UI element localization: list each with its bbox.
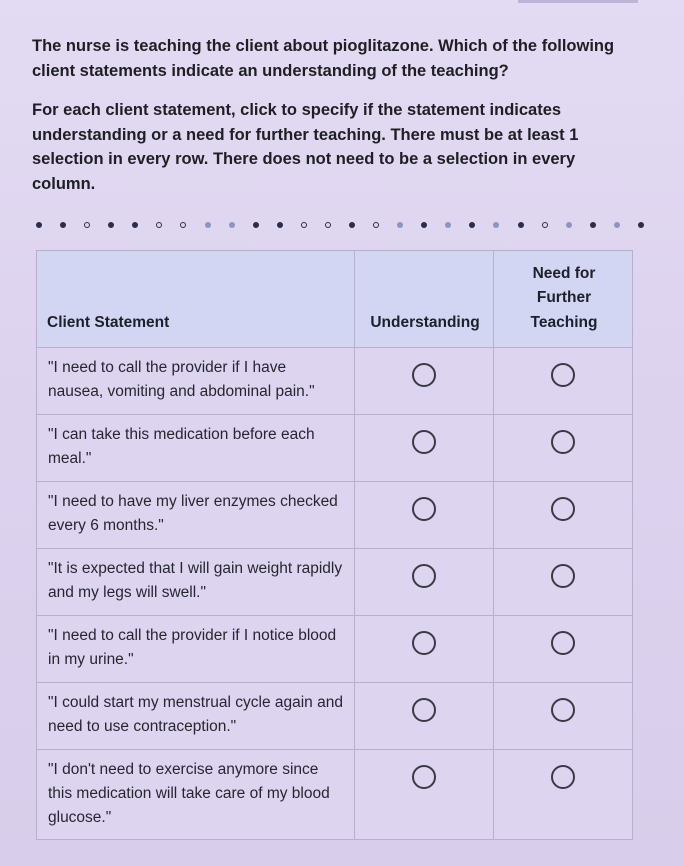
decorative-dot xyxy=(277,222,283,228)
statement-text: "I don't need to exercise anymore since this medication will take care of my blood glucose." xyxy=(48,761,330,826)
decorative-dot xyxy=(180,222,186,228)
understanding-radio[interactable] xyxy=(412,765,436,789)
further-teaching-cell xyxy=(494,348,633,415)
decorative-dot xyxy=(373,222,379,228)
further-teaching-cell xyxy=(494,482,633,549)
header-label: Client Statement xyxy=(47,313,170,331)
decorative-dot xyxy=(614,222,620,228)
statement-cell xyxy=(37,482,355,549)
statement-text: "I need to call the provider if I notice blood in my urine." xyxy=(48,627,337,668)
understanding-radio[interactable] xyxy=(412,497,436,521)
statement-text: "I can take this medication before each meal." xyxy=(48,426,315,467)
statement-cell xyxy=(37,750,355,840)
decorative-dot xyxy=(445,222,451,228)
table-row xyxy=(37,683,633,750)
further-teaching-radio[interactable] xyxy=(551,564,575,588)
statement-cell xyxy=(37,549,355,616)
response-matrix xyxy=(36,250,633,840)
understanding-cell xyxy=(355,482,494,549)
header-label: Need for Further Teaching xyxy=(530,264,598,331)
decorative-dot xyxy=(229,222,235,228)
decorative-dot xyxy=(638,222,644,228)
understanding-cell xyxy=(355,683,494,750)
decorative-dot xyxy=(397,222,403,228)
further-teaching-radio[interactable] xyxy=(551,765,575,789)
further-teaching-cell xyxy=(494,415,633,482)
decorative-dot xyxy=(349,222,355,228)
understanding-cell xyxy=(355,415,494,482)
further-teaching-cell xyxy=(494,616,633,683)
understanding-radio[interactable] xyxy=(412,363,436,387)
header-understanding xyxy=(355,251,494,348)
further-teaching-radio[interactable] xyxy=(551,497,575,521)
understanding-radio[interactable] xyxy=(412,564,436,588)
statement-cell xyxy=(37,616,355,683)
decorative-dot xyxy=(542,222,548,228)
decorative-dot xyxy=(253,222,259,228)
table-row xyxy=(37,750,633,840)
moire-dot-row xyxy=(36,218,644,232)
statement-text: "I need to call the provider if I have nausea, vomiting and abdominal pain." xyxy=(48,359,315,400)
decorative-dot xyxy=(108,222,114,228)
understanding-cell xyxy=(355,750,494,840)
decorative-dot xyxy=(301,222,307,228)
further-teaching-radio[interactable] xyxy=(551,430,575,454)
decorative-dot xyxy=(421,222,427,228)
decorative-dot xyxy=(518,222,524,228)
decorative-dot xyxy=(590,222,596,228)
decorative-dot xyxy=(566,222,572,228)
decorative-dot xyxy=(205,222,211,228)
decorative-dot xyxy=(325,222,331,228)
further-teaching-cell xyxy=(494,683,633,750)
statement-text: "I need to have my liver enzymes checked every 6 months." xyxy=(48,493,338,534)
decorative-dot xyxy=(156,222,162,228)
statement-cell xyxy=(37,415,355,482)
further-teaching-radio[interactable] xyxy=(551,363,575,387)
table-row xyxy=(37,482,633,549)
statement-cell xyxy=(37,348,355,415)
decorative-dot xyxy=(132,222,138,228)
decorative-dot xyxy=(493,222,499,228)
understanding-cell xyxy=(355,348,494,415)
top-bar-fragment xyxy=(518,0,638,3)
table-row xyxy=(37,549,633,616)
further-teaching-radio[interactable] xyxy=(551,698,575,722)
statement-text: "I could start my menstrual cycle again and need to use contraception." xyxy=(48,694,343,735)
table-row xyxy=(37,616,633,683)
question-text: The nurse is teaching the client about pioglitazone. Which of the following client statements indicate an understanding of the teaching? xyxy=(32,37,615,80)
understanding-radio[interactable] xyxy=(412,430,436,454)
decorative-dot xyxy=(36,222,42,228)
table-row xyxy=(37,415,633,482)
header-label: Understanding xyxy=(370,313,480,331)
statement-text: "It is expected that I will gain weight rapidly and my legs will swell." xyxy=(48,560,343,601)
understanding-cell xyxy=(355,549,494,616)
decorative-dot xyxy=(469,222,475,228)
further-teaching-cell xyxy=(494,549,633,616)
header-row xyxy=(37,251,633,348)
further-teaching-cell xyxy=(494,750,633,840)
understanding-radio[interactable] xyxy=(412,631,436,655)
table-row xyxy=(37,348,633,415)
statement-cell xyxy=(37,683,355,750)
header-need-further-teaching xyxy=(494,251,633,348)
header-client-statement xyxy=(37,251,355,348)
decorative-dot xyxy=(60,222,66,228)
further-teaching-radio[interactable] xyxy=(551,631,575,655)
decorative-dot xyxy=(84,222,90,228)
understanding-cell xyxy=(355,616,494,683)
instructions-text: For each client statement, click to specify if the statement indicates understanding or a need for further teaching. There must be at least 1 selection in every row. There does not need to be a selection in every column. xyxy=(32,101,579,193)
understanding-radio[interactable] xyxy=(412,698,436,722)
